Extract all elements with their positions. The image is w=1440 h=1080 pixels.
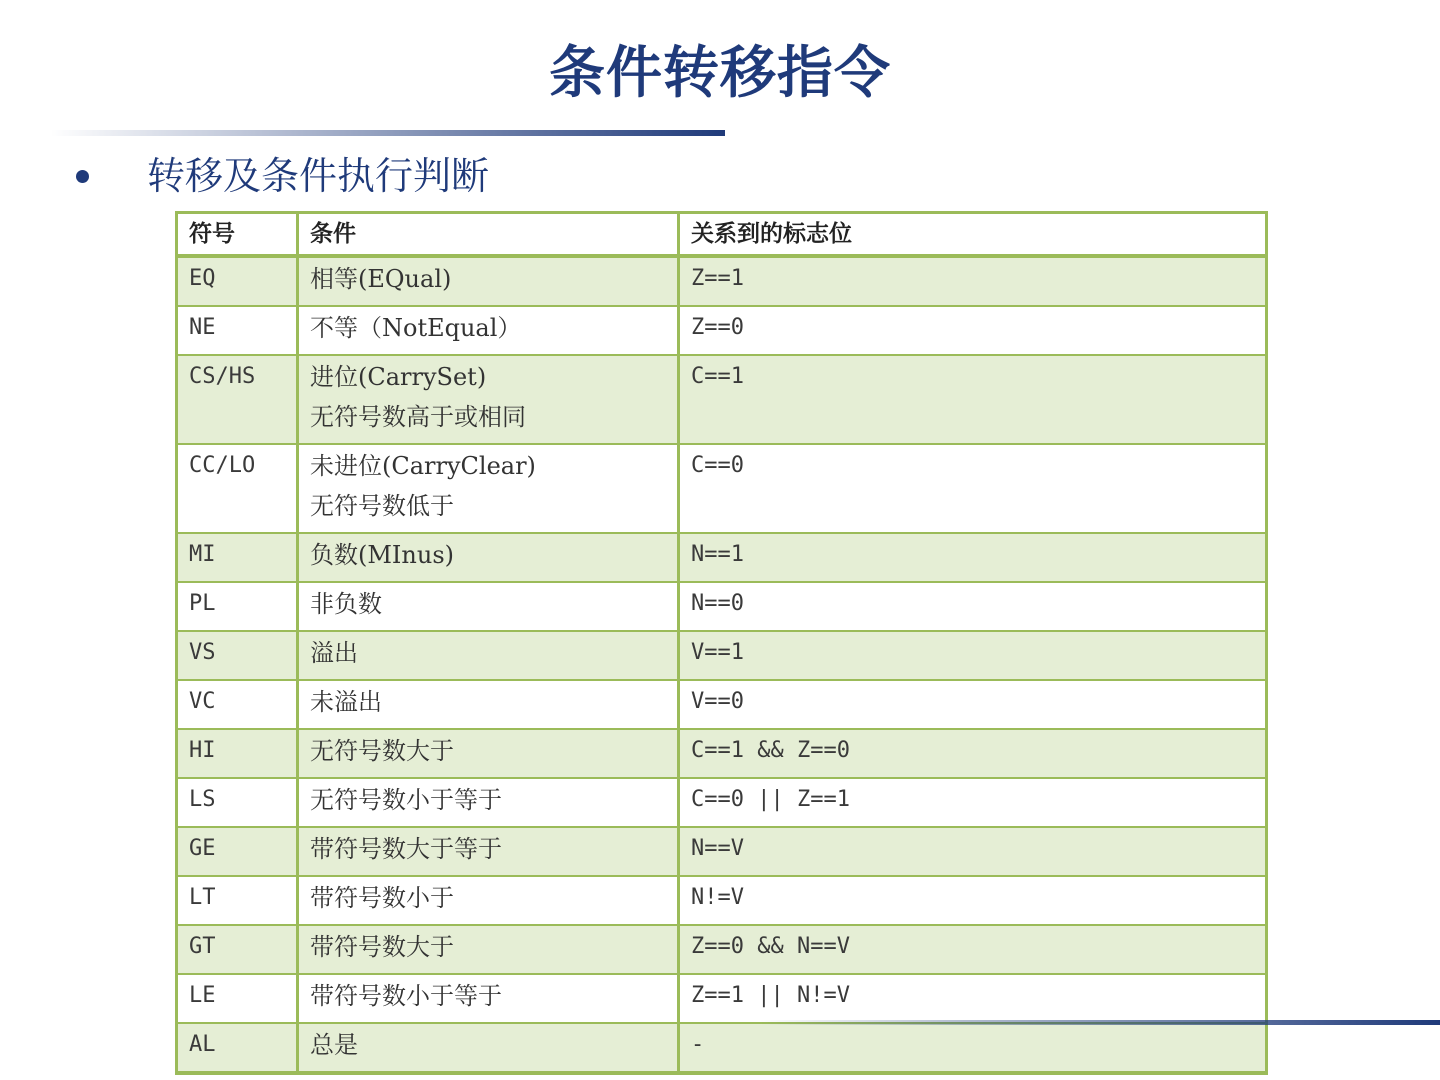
- slide-title: 条件转移指令: [549, 41, 891, 106]
- bullet-item: [76, 150, 489, 202]
- title-underline: [50, 130, 725, 136]
- condition-cell: [298, 444, 679, 533]
- condition-text: 进位(CarrySet): [310, 363, 487, 391]
- condition-cell: [298, 680, 679, 729]
- condition-cell: [298, 778, 679, 827]
- condition-text: 带符号数大于: [310, 933, 454, 961]
- symbol-cell: MI: [177, 533, 298, 582]
- condition-text: 带符号数小于等于: [310, 982, 502, 1010]
- flags-cell: C==1 && Z==0: [679, 729, 1267, 778]
- flags-cell: N==0: [679, 582, 1267, 631]
- condition-cell: [298, 827, 679, 876]
- flags-cell: N!=V: [679, 876, 1267, 925]
- condition-text: 未进位(CarryClear): [310, 452, 536, 480]
- bullet-text: 转移及条件执行判断: [147, 154, 490, 198]
- condition-cell: [298, 1023, 679, 1073]
- table-row: [177, 925, 1267, 974]
- condition-text: 未溢出: [310, 688, 382, 716]
- table-row: [177, 306, 1267, 355]
- header-flags: 关系到的标志位: [679, 213, 1267, 257]
- flags-cell: Z==1: [679, 256, 1267, 306]
- table-row: [177, 729, 1267, 778]
- condition-cell: [298, 974, 679, 1023]
- flags-cell: C==0 || Z==1: [679, 778, 1267, 827]
- condition-cell: [298, 256, 679, 306]
- flags-cell: Z==1 || N!=V: [679, 974, 1267, 1023]
- condition-subtext: 无符号数高于或相同: [310, 403, 526, 431]
- symbol-cell: LE: [177, 974, 298, 1023]
- condition-text: 不等（NotEqual）: [310, 314, 522, 342]
- table-row: [177, 1023, 1267, 1073]
- table-row: [177, 582, 1267, 631]
- footer-rule: [760, 1020, 1440, 1025]
- condition-text: 溢出: [310, 639, 358, 667]
- condition-text: 无符号数大于: [310, 737, 454, 765]
- symbol-cell: LT: [177, 876, 298, 925]
- table-header-row: [177, 213, 1267, 257]
- condition-text: 带符号数小于: [310, 884, 454, 912]
- symbol-cell: VS: [177, 631, 298, 680]
- flags-cell: N==1: [679, 533, 1267, 582]
- flags-cell: Z==0: [679, 306, 1267, 355]
- table-row: [177, 355, 1267, 444]
- header-symbol: 符号: [177, 213, 298, 257]
- condition-text: 非负数: [310, 590, 382, 618]
- flags-cell: V==0: [679, 680, 1267, 729]
- bullet-dot-icon: [76, 170, 89, 183]
- table-row: [177, 256, 1267, 306]
- condition-code-table: [175, 211, 1268, 1075]
- condition-cell: [298, 729, 679, 778]
- flags-cell: Z==0 && N==V: [679, 925, 1267, 974]
- flags-cell: C==1: [679, 355, 1267, 444]
- condition-cell: [298, 533, 679, 582]
- table-row: [177, 631, 1267, 680]
- condition-cell: [298, 306, 679, 355]
- table-row: [177, 533, 1267, 582]
- condition-text: 负数(MInus): [310, 541, 455, 569]
- symbol-cell: GE: [177, 827, 298, 876]
- condition-text: 带符号数大于等于: [310, 835, 502, 863]
- header-condition: 条件: [298, 213, 679, 257]
- symbol-cell: PL: [177, 582, 298, 631]
- symbol-cell: NE: [177, 306, 298, 355]
- flags-cell: N==V: [679, 827, 1267, 876]
- symbol-cell: AL: [177, 1023, 298, 1073]
- condition-cell: [298, 876, 679, 925]
- table-row: [177, 827, 1267, 876]
- symbol-cell: GT: [177, 925, 298, 974]
- table-row: [177, 778, 1267, 827]
- condition-text: 无符号数小于等于: [310, 786, 502, 814]
- symbol-cell: VC: [177, 680, 298, 729]
- condition-subtext: 无符号数低于: [310, 492, 454, 520]
- condition-cell: [298, 925, 679, 974]
- symbol-cell: EQ: [177, 256, 298, 306]
- flags-cell: C==0: [679, 444, 1267, 533]
- condition-cell: [298, 355, 679, 444]
- condition-table-container: [175, 211, 1265, 1075]
- table-row: [177, 974, 1267, 1023]
- symbol-cell: CS/HS: [177, 355, 298, 444]
- table-row: [177, 444, 1267, 533]
- symbol-cell: HI: [177, 729, 298, 778]
- symbol-cell: LS: [177, 778, 298, 827]
- flags-cell: -: [679, 1023, 1267, 1073]
- condition-cell: [298, 631, 679, 680]
- condition-cell: [298, 582, 679, 631]
- flags-cell: V==1: [679, 631, 1267, 680]
- symbol-cell: CC/LO: [177, 444, 298, 533]
- table-row: [177, 876, 1267, 925]
- condition-text: 总是: [310, 1031, 358, 1059]
- condition-text: 相等(EQual): [310, 265, 452, 293]
- table-row: [177, 680, 1267, 729]
